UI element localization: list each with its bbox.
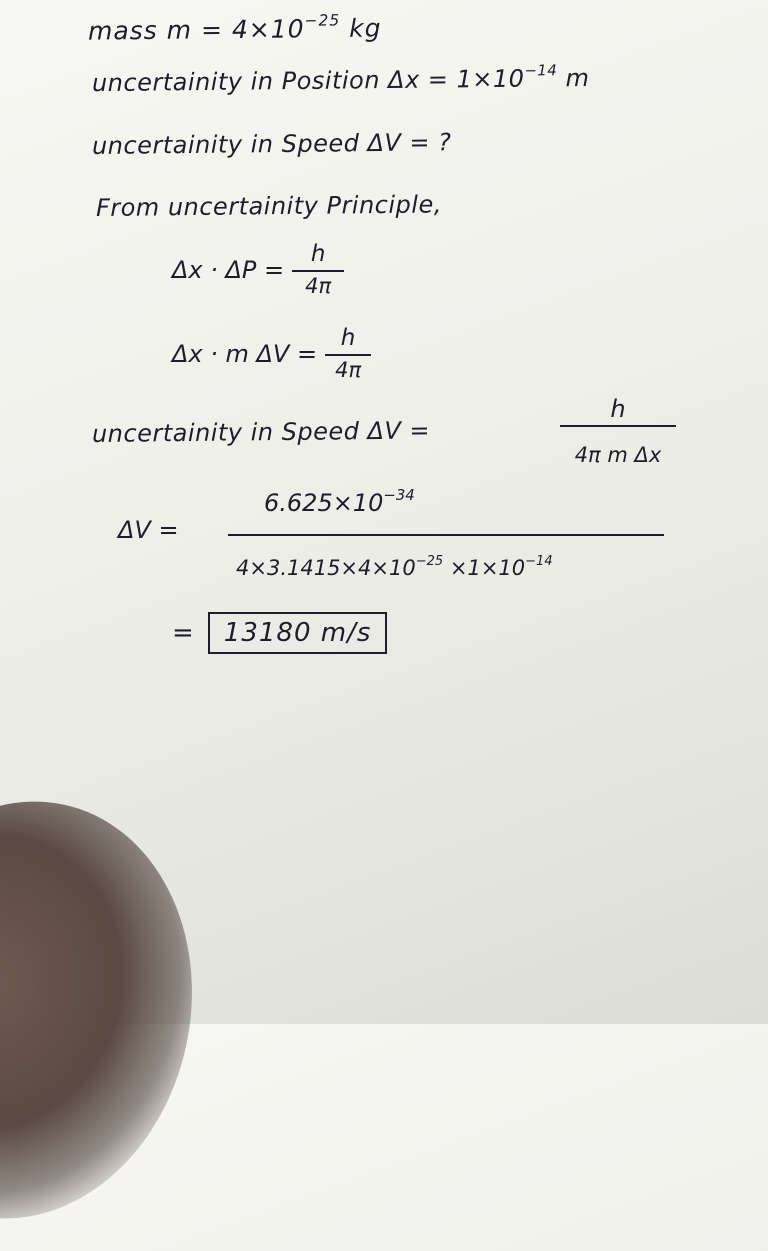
denominator: 4π	[305, 274, 332, 299]
calc-numerator	[264, 486, 415, 517]
equation-speed-formula	[560, 396, 676, 467]
finger-shadow	[0, 769, 230, 1251]
calc-numerator-exponent: −34	[383, 486, 415, 504]
fraction	[325, 326, 371, 382]
position-line	[92, 61, 590, 97]
numerator: h	[310, 241, 326, 267]
calc-denominator-part-a: 4×3.1415×4×10	[236, 555, 416, 580]
denominator: 4π	[335, 358, 362, 383]
fraction	[560, 396, 676, 467]
fraction-bar	[325, 354, 371, 356]
answer-box: 13180 m/s	[208, 612, 388, 654]
equation-mass-velocity	[172, 326, 371, 382]
mass-exponent: −25	[304, 11, 341, 30]
principle-heading: From uncertainity Principle,	[95, 190, 443, 222]
answer-equals: =	[172, 618, 194, 648]
final-answer	[172, 612, 387, 654]
position-unit: m	[557, 63, 590, 93]
calc-fraction-bar	[228, 534, 664, 536]
mass-unit: kg	[340, 13, 382, 43]
equation-lhs: Δx · ΔP =	[172, 256, 285, 285]
equation-lhs: Δx · m ΔV =	[172, 340, 318, 369]
calc-denominator-exponent-1: −25	[415, 554, 444, 569]
position-text: uncertainity in Position Δx = 1×10	[91, 64, 525, 98]
fraction-bar	[292, 270, 344, 272]
fraction-bar	[560, 425, 676, 427]
calc-numerator-text: 6.625×10	[264, 489, 384, 518]
fraction	[292, 242, 344, 298]
mass-line	[88, 11, 382, 46]
speed-question-line: uncertainity in Speed ΔV = ?	[91, 128, 452, 160]
numerator: h	[340, 325, 356, 351]
mass-text: mass m = 4×10	[87, 14, 305, 46]
position-exponent: −14	[524, 61, 558, 80]
denominator: 4π m Δx	[574, 443, 662, 468]
numerator: h	[610, 395, 626, 423]
calc-denominator-part-b: ×1×10	[443, 555, 526, 580]
calc-lhs: ΔV =	[118, 516, 179, 544]
equation-momentum	[172, 242, 344, 298]
calc-denominator-exponent-2: −14	[525, 554, 553, 569]
calc-denominator	[236, 554, 553, 580]
speed-formula-label: uncertainity in Speed ΔV =	[91, 416, 431, 448]
